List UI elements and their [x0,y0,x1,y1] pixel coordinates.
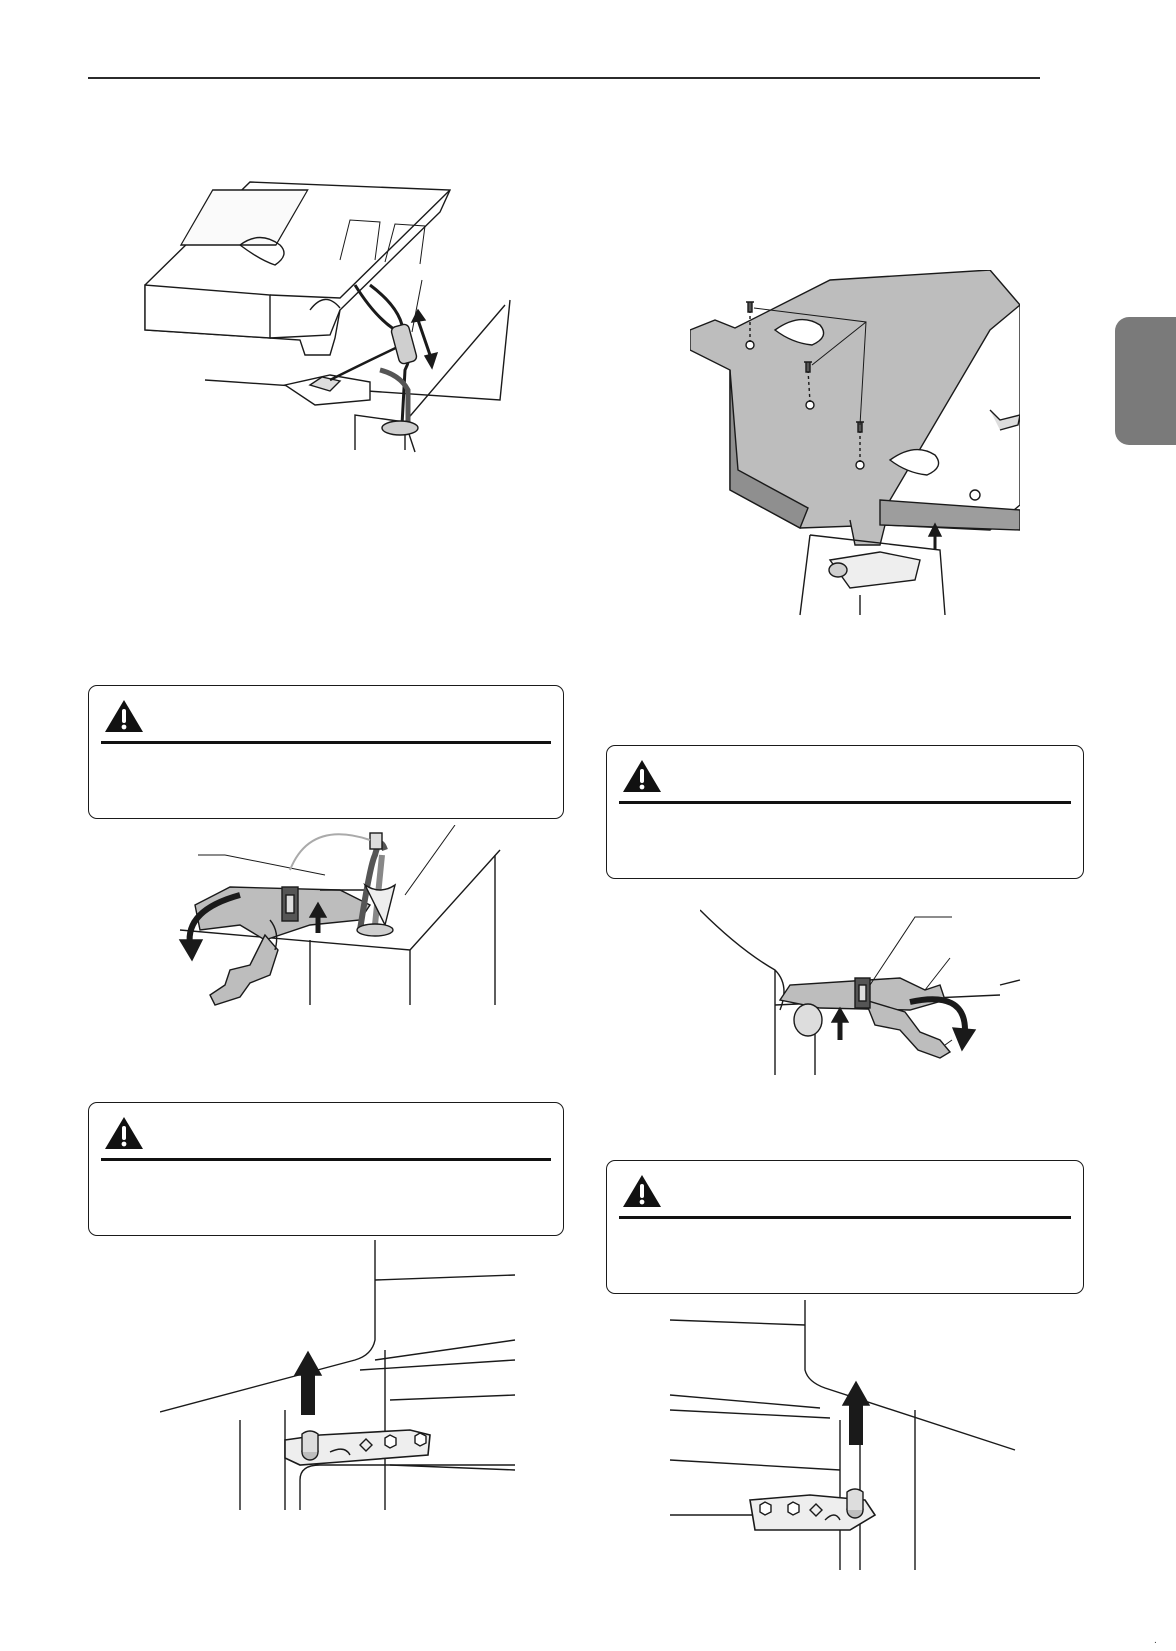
caution-box-1 [88,685,564,819]
warning-triangle-icon [621,758,663,794]
page-number: . [1154,1635,1157,1646]
figure-top-hinge-left [170,825,510,1015]
caution-divider [101,741,551,744]
caution-divider [101,1158,551,1161]
figure-door-lift-left [160,1240,530,1510]
warning-triangle-icon [621,1173,663,1209]
figure-top-hinge-right [700,890,1030,1080]
language-tab [1115,317,1176,445]
caution-box-3 [88,1102,564,1236]
caution-divider [619,1216,1071,1219]
warning-triangle-icon [103,1115,145,1151]
figure-wire-connector [140,160,540,460]
header-rule [88,77,1040,79]
figure-door-lift-right [660,1300,1030,1570]
caution-box-2 [606,745,1084,879]
warning-triangle-icon [103,698,145,734]
figure-hinge-cover-screws [690,270,1020,630]
caution-divider [619,801,1071,804]
caution-box-4 [606,1160,1084,1294]
